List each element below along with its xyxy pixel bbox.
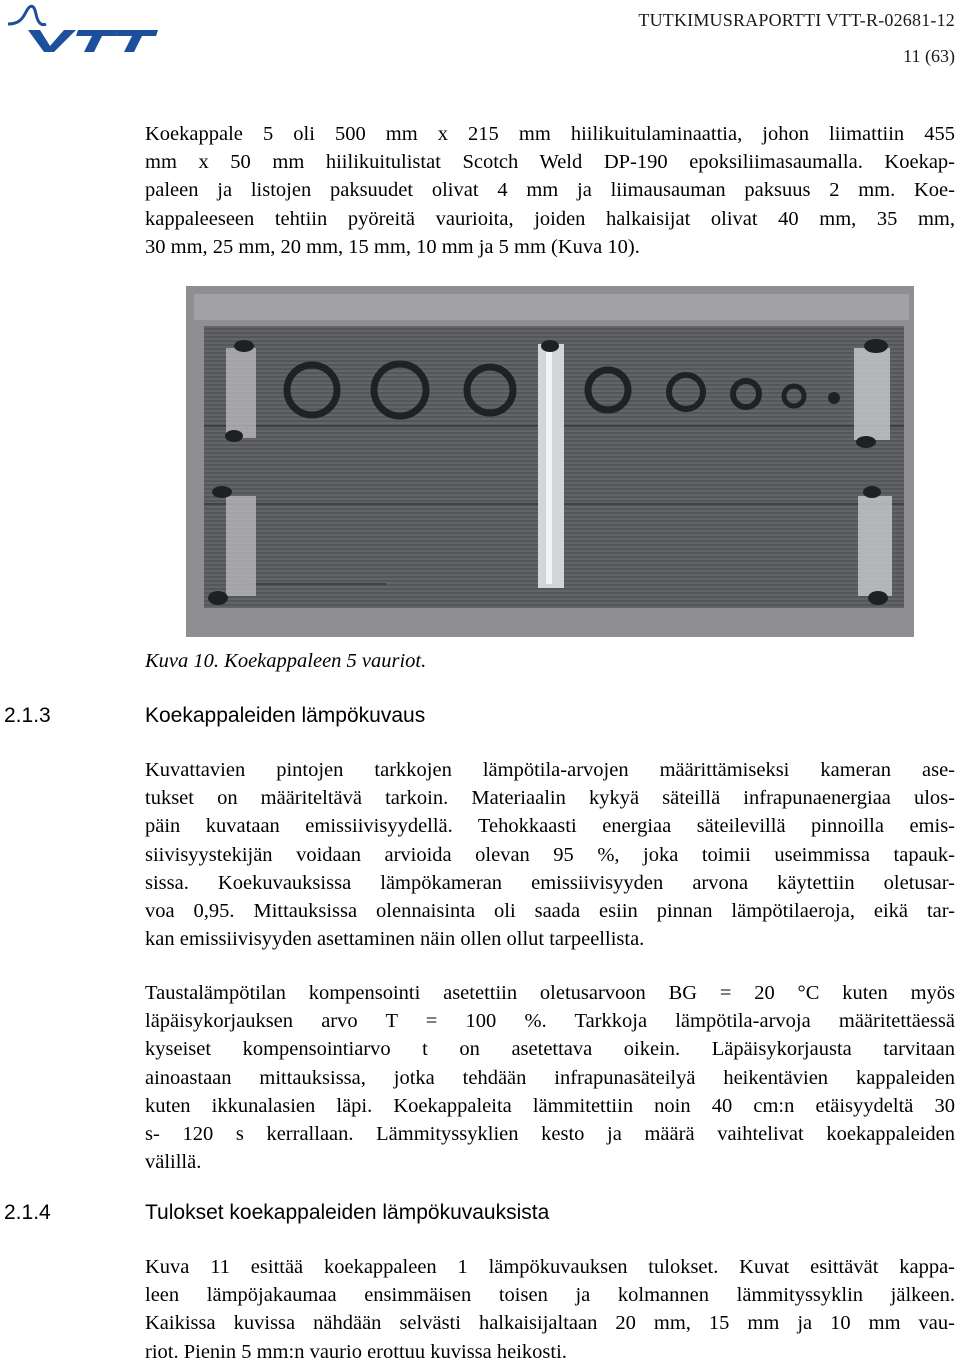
text-line: kappaleeseen tehtiin pyöreitä vaurioita, joiden halkaisijat olivat 40 mm, 35 mm, bbox=[145, 207, 955, 230]
text-line: läpäisykorjauksen arvo T = 100 %. Tarkkoja lämpötila-arvoja määritettäessä bbox=[145, 1010, 955, 1033]
text-line: kan emissiivisyyden asettaminen näin ollen ollut tarpeellista. bbox=[145, 928, 645, 951]
text-line: tukset on määriteltävä tarkoin. Materiaalin kykyä säteillä infrapunaenergiaa ulos- bbox=[145, 787, 955, 810]
intro-paragraph bbox=[145, 120, 955, 261]
section-number: 2.1.4 bbox=[4, 1201, 51, 1224]
figure-caption: Kuva 10. Koekappaleen 5 vauriot. bbox=[145, 650, 427, 672]
section-2-1-3-paragraph-1 bbox=[145, 756, 955, 953]
specimen-photo bbox=[186, 286, 914, 637]
text-line: Taustalämpötilan kompensointi asetettiin oletusarvoon BG = 20 °C kuten myös bbox=[145, 982, 955, 1004]
text-line: Koekappale 5 oli 500 mm x 215 mm hiilikuitulaminaattia, johon liimattiin 455 bbox=[145, 123, 955, 145]
text-line: kyseiset kompensointiarvo t on asetettava oikein. Läpäisykorjausta tarvitaan bbox=[145, 1038, 955, 1061]
vtt-logo bbox=[6, 2, 158, 52]
text-line: siivisyystekijän voidaan arvioida olevan 95 %, joka toimii useimmissa tapauk- bbox=[145, 843, 955, 866]
text-line: mm x 50 mm hiilikuitulistat Scotch Weld DP-190 epoksiliimasaumalla. Koekap- bbox=[145, 151, 955, 174]
text-line: sissa. Koekuvauksissa lämpökameran emissiivisyyden arvona käytettiin oletusar- bbox=[145, 871, 955, 894]
text-line: Kaikissa kuvissa nähdään selvästi halkaisijaltaan 20 mm, 15 mm ja 10 mm vau- bbox=[145, 1312, 955, 1335]
text-line: leen lämpöjakaumaa ensimmäisen toisen ja kolmannen lämmityssyklin jälkeen. bbox=[145, 1284, 955, 1307]
text-line: paleen ja listojen paksuudet olivat 4 mm ja liimausauman paksuus 2 mm. Koe- bbox=[145, 179, 955, 202]
text-line: Kuva 11 esittää koekappaleen 1 lämpökuvauksen tulokset. Kuvat esittävät kappa- bbox=[145, 1256, 955, 1278]
text-line: kuten ikkunalasien läpi. Koekappaleita lämmitettiin noin 40 cm:n etäisyydeltä 30 bbox=[145, 1094, 955, 1117]
text-line: riot. Pienin 5 mm:n vaurio erottuu kuvissa heikosti. bbox=[145, 1340, 567, 1363]
section-2-1-3-paragraph-2 bbox=[145, 979, 955, 1176]
section-2-1-4-paragraph-1 bbox=[145, 1253, 955, 1366]
page-number: 11 (63) bbox=[903, 46, 955, 66]
section-title: Tulokset koekappaleiden lämpökuvauksista bbox=[145, 1201, 550, 1224]
text-line: voa 0,95. Mittauksissa olennaisinta oli saada esiin pinnan lämpötilaeroja, eikä tar- bbox=[145, 900, 955, 923]
text-line: 30 mm, 25 mm, 20 mm, 15 mm, 10 mm ja 5 mm (Kuva 10). bbox=[145, 235, 640, 258]
section-number: 2.1.3 bbox=[4, 704, 51, 727]
report-id: TUTKIMUSRAPORTTI VTT-R-02681-12 bbox=[638, 10, 955, 30]
text-line: Kuvattavien pintojen tarkkojen lämpötila-arvojen määrittämiseksi kameran ase- bbox=[145, 759, 955, 781]
text-line: ainoastaan mittauksissa, jotka tehdään infrapunasäteilyä heikentävien kappaleiden bbox=[145, 1066, 955, 1089]
text-line: s- 120 s kerrallaan. Lämmityssyklien kesto ja määrä vaihtelivat koekappaleiden bbox=[145, 1123, 955, 1146]
section-title: Koekappaleiden lämpökuvaus bbox=[145, 704, 426, 727]
text-line: välillä. bbox=[145, 1151, 202, 1174]
text-line: päin kuvataan emissiivisyydellä. Tehokkaasti energiaa säteilevillä pinnoilla emis- bbox=[145, 815, 955, 838]
